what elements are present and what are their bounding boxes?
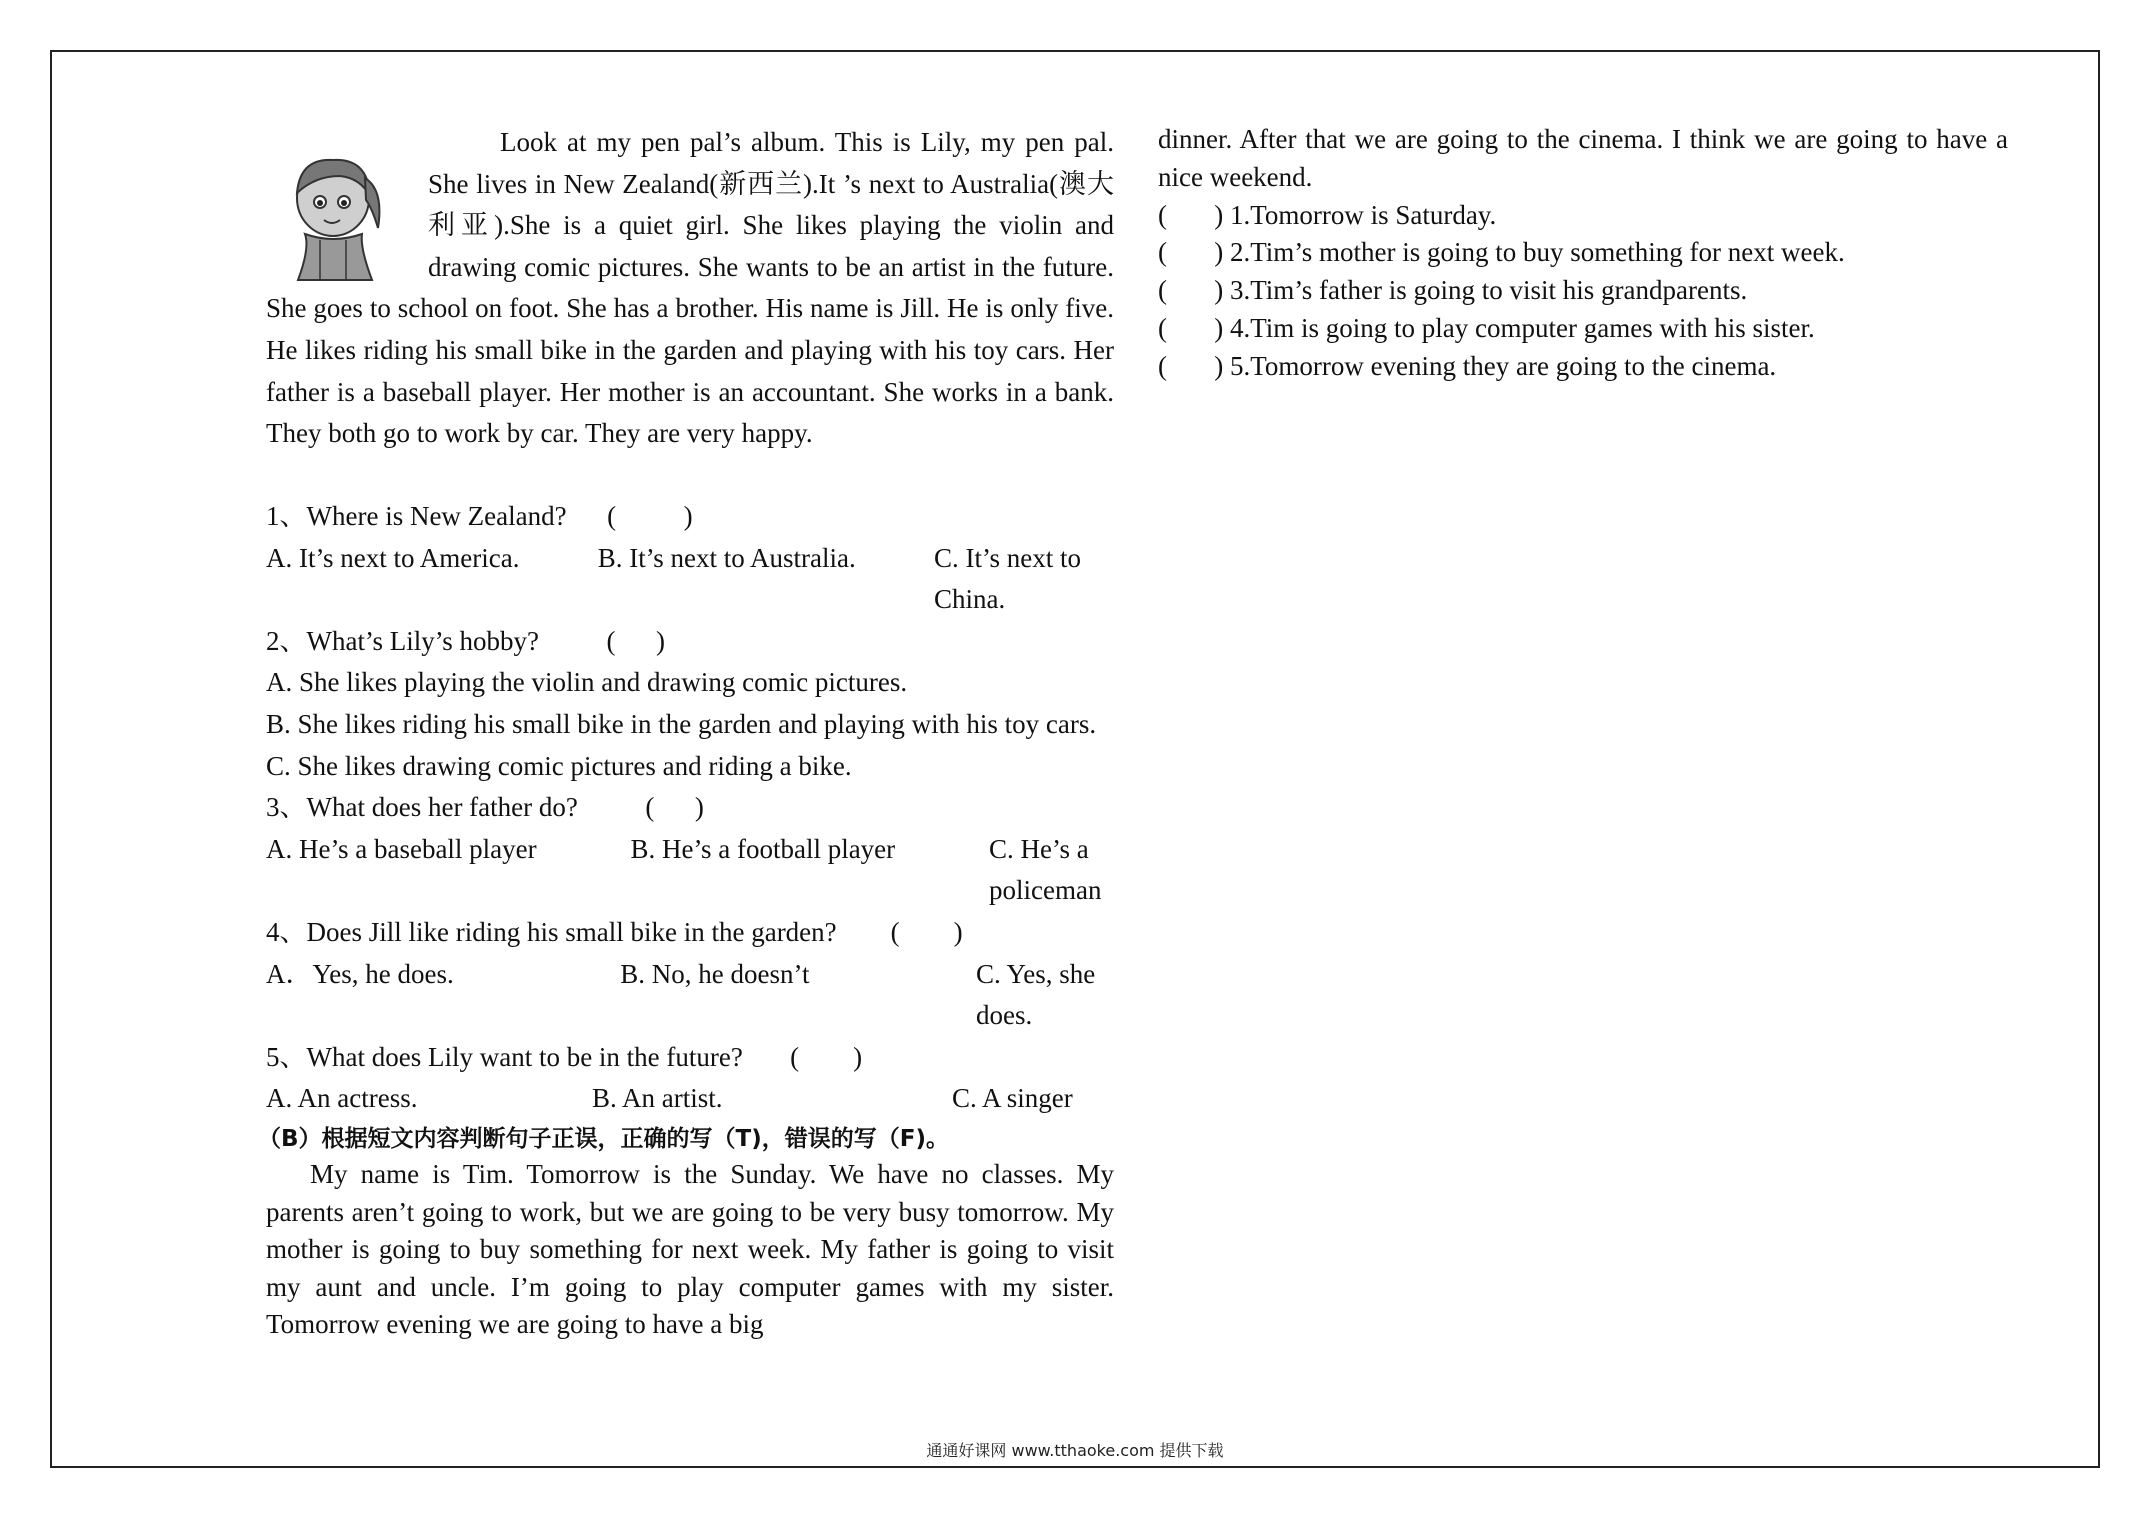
passage-b-text: My name is Tim. Tomorrow is the Sunday. We have no classes. My parents aren’t going to work, but we are going to be very busy tomorrow. My mother is going to buy something for next week. My father is going to visit my aunt and uncle. I’m going to play computer games with my sister. Tomorrow evening we are going to have a big	[266, 1158, 1114, 1340]
left-column	[258, 122, 1114, 1344]
option-a: A. An actress.	[266, 1083, 418, 1114]
right-column	[1158, 121, 2008, 386]
girl-illustration	[280, 148, 386, 283]
question-4-stem: 4、Does Jill like riding his small bike in the garden? ( )	[266, 916, 963, 947]
question-1-stem: 1、Where is New Zealand? ( )	[266, 501, 693, 531]
footer-source: 通通好课网 www.tthaoke.com 提供下载	[926, 1441, 1224, 1460]
option-b: B. She likes riding his small bike in the garden and playing with his toy cars.	[266, 708, 1097, 739]
statement-1: ( ) 1.Tomorrow is Saturday.	[1158, 199, 1497, 230]
option-b: B. It’s next to Australia.	[597, 542, 856, 573]
passage-a-text: Look at my pen pal’s album. This is Lily, my pen pal. She lives in New Zealand(新西兰).It ’s next to Australia(澳大利亚).She is a quiet girl. She likes playing the violin and drawing comic pictures. She wants to be an artist in the future. She goes to school on foot. She has a brother. His name is Jill. He is only five. He likes riding his small bike in the garden and playing with his toy cars. Her father is a baseball player. Her mother is an accountant. She works in a bank. They both go to work by car. They are very happy.	[266, 127, 1114, 449]
question-4	[266, 912, 1114, 1037]
option-a: A．Yes, he does.	[266, 958, 454, 989]
option-c: C. A singer	[952, 1083, 1073, 1114]
question-2-stem: 2、What’s Lily’s hobby? ( )	[266, 625, 665, 656]
question-3-options	[266, 829, 1114, 912]
question-1	[266, 496, 1114, 621]
option-a: A. He’s a baseball player	[266, 833, 537, 864]
passage-b-left	[266, 1156, 1114, 1344]
option-c: C. Yes, she does.	[975, 958, 1096, 1031]
option-c: C. It’s next to China.	[934, 542, 1081, 615]
option-b: B. He’s a football player	[630, 833, 896, 864]
question-5-options	[266, 1078, 1114, 1120]
statement-5: ( ) 5.Tomorrow evening they are going to the cinema.	[1158, 350, 1777, 381]
option-a: A. It’s next to America.	[266, 542, 520, 573]
statement-3: ( ) 3.Tim’s father is going to visit his grandparents.	[1158, 275, 1748, 306]
question-1-options	[266, 538, 1114, 621]
option-a: A. She likes playing the violin and drawing comic pictures.	[266, 667, 908, 698]
question-5	[266, 1037, 1114, 1120]
question-2	[266, 621, 1114, 787]
question-3	[266, 787, 1114, 912]
option-b: B. No, he doesn’t	[620, 958, 810, 989]
statement-4: ( ) 4.Tim is going to play computer games with his sister.	[1158, 312, 1815, 343]
option-c: C. She likes drawing comic pictures and riding a bike.	[266, 750, 852, 781]
question-4-options	[266, 954, 1114, 1037]
section-b-heading: （B）根据短文内容判断句子正误，正确的写（T)，错误的写（F)。	[258, 1125, 949, 1152]
statement-2: ( ) 2.Tim’s mother is going to buy something for next week.	[1158, 237, 1845, 268]
option-b: B. An artist.	[592, 1083, 723, 1114]
question-5-stem: 5、What does Lily want to be in the future? ( )	[266, 1041, 863, 1072]
passage-b-right: dinner. After that we are going to the cinema. I think we are going to have a nice weekend.	[1158, 124, 2008, 192]
question-3-stem: 3、What does her father do? ( )	[266, 792, 704, 823]
passage-a	[266, 122, 1114, 496]
option-c: C. He’s a policeman	[989, 833, 1102, 906]
